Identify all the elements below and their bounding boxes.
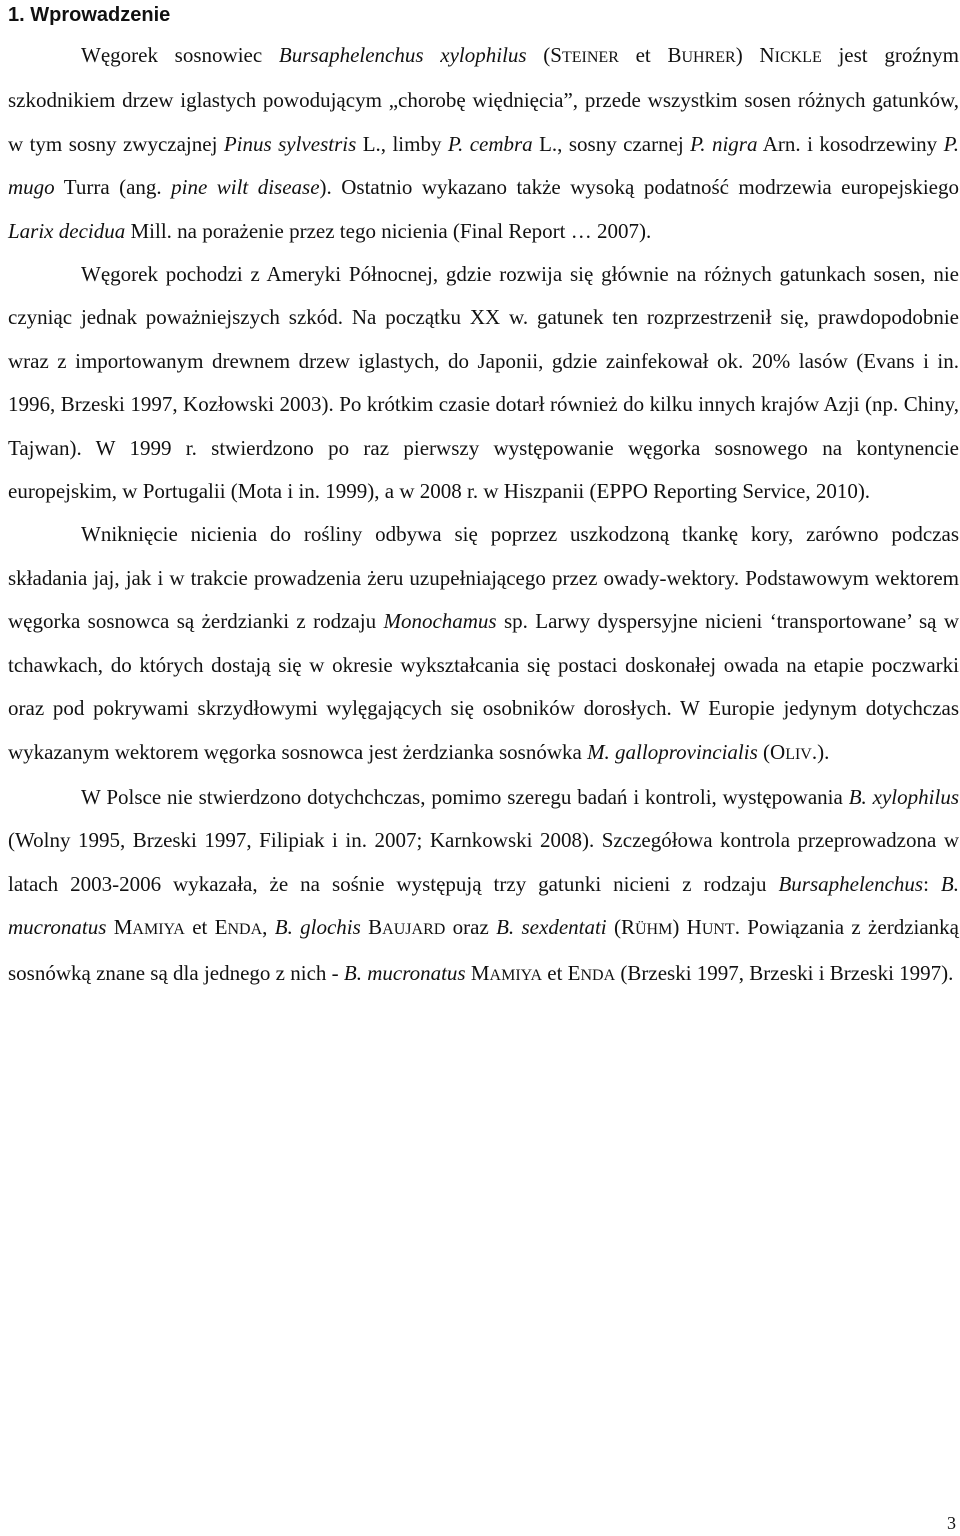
author-small-caps: LIV — [785, 745, 812, 763]
text-run: , — [262, 915, 275, 940]
italic-term: B. mucronatus — [8, 871, 959, 940]
italic-term: P. mugo — [8, 131, 959, 200]
text-run: et E — [542, 960, 581, 985]
author-small-caps: ÜHM — [634, 921, 673, 939]
text-run: . Powiązania z żerdzianką sosnówką znane są dla jednego z nich - — [8, 915, 959, 985]
text-run: M — [106, 915, 133, 940]
author-small-caps: TEINER — [561, 49, 619, 66]
italic-term: B. xylophilus — [848, 784, 959, 809]
text-run: ) H — [672, 915, 702, 940]
text-run: .). — [811, 739, 830, 764]
author-small-caps: AUJARD — [382, 921, 446, 939]
document-body — [8, 0, 959, 997]
text-run: M — [465, 960, 490, 985]
italic-term: B. sexdentati — [496, 915, 607, 940]
text-run: (Brzeski 1997, Brzeski i Brzeski 1997). — [615, 960, 954, 985]
author-small-caps: NDA — [227, 921, 263, 939]
text-run: Turra (ang. — [54, 175, 172, 200]
text-run: Wniknięcie nicienia do rośliny odbywa się poprzez uszkodzoną tkankę kory, zarówno podczas składania jaj, jak i w trakcie prowadzenia żeru uzupełniającego przez owady-wektory. Podstawowym wektorem węgorka sosnowca są żerdzianki z rodzaju — [8, 522, 959, 634]
text-run: (Wolny 1995, Brzeski 1997, Filipiak i in. 2007; Karnkowski 2008). Szczegółowa kontrola przeprowadzona w latach 2003-2006 wykazała, że na sośnie występują trzy gatunki nicieni z rodzaju — [8, 828, 959, 896]
author-small-caps: UNT — [701, 921, 735, 939]
italic-term: P. cembra — [447, 131, 533, 156]
text-run: jest groźnym szkodnikiem drzew iglastych powodującym „chorobę więdnięcia”, przede wszystkim sosen różnych gatunków, w tym sosny zwyczajnej — [8, 43, 959, 156]
text-run: (S — [526, 43, 562, 67]
italic-term: M. galloprovincialis — [587, 739, 758, 764]
text-run: oraz — [445, 915, 497, 940]
text-run: et B — [618, 43, 682, 67]
text-run: ) N — [735, 43, 775, 67]
italic-term: pine wilt disease — [171, 175, 320, 200]
text-run: : — [923, 871, 941, 896]
paragraph-poland-status — [8, 776, 959, 997]
page-number: 3 — [947, 1513, 956, 1533]
paragraph-vectors — [8, 513, 959, 775]
italic-term: B. mucronatus — [343, 960, 466, 985]
author-small-caps: AMIYA — [132, 921, 185, 939]
paragraph-origin-spread — [8, 253, 959, 513]
text-run: ). Ostatnio wykazano także wysoką podatność modrzewia europejskiego — [319, 175, 959, 200]
section-heading: 1. Wprowadzenie — [8, 4, 171, 26]
italic-term: Bursaphelenchus — [778, 871, 924, 896]
text-run: Arn. i kosodrzewiny — [757, 131, 944, 156]
paragraph-introduction — [8, 34, 959, 253]
text-run: Węgorek sosnowiec — [81, 43, 279, 67]
italic-term: B. glochis — [274, 915, 361, 940]
author-small-caps: AMIYA — [489, 966, 542, 984]
italic-term: Monochamus — [383, 609, 497, 634]
italic-term: P. nigra — [690, 131, 758, 156]
text-run: (R — [606, 915, 635, 940]
text-run: B — [360, 915, 383, 940]
italic-term: Pinus sylvestris — [223, 131, 357, 156]
text-run: (O — [757, 739, 786, 764]
text-run: W Polsce nie stwierdzono dotychchczas, pomimo szeregu badań i kontroli, występowania — [81, 784, 849, 809]
text-run: et E — [184, 915, 228, 940]
author-small-caps: ICKLE — [774, 49, 822, 66]
text-run: L., limby — [356, 131, 448, 156]
text-run: L., sosny czarnej — [532, 131, 691, 156]
italic-term: Bursaphelenchus xylophilus — [278, 43, 527, 67]
author-small-caps: UHRER — [681, 49, 736, 66]
text-run: Węgorek pochodzi z Ameryki Północnej, gdzie rozwija się głównie na różnych gatunkach sosen, nie czyniąc jednak poważniejszych szkód. Na początku XX w. gatunek ten rozprzestrzenił się, prawdopodobnie wraz z importowanym drewnem drzew iglastych, do Japonii, gdzie zainfekował ok. 20% lasów (Evans i in. 1996, Brzeski 1997, Kozłowski 2003). Po krótkim czasie dotarł również do kilku innych krajów Azji (np. Chiny, Tajwan). W 1999 r. stwierdzono po raz pierwszy występowanie węgorka sosnowego na kontynencie europejskim, w Portugalii (Mota i in. 1999), a w 2008 r. w Hiszpanii (EPPO Reporting Service, 2010). — [8, 262, 959, 504]
italic-term: Larix decidua — [8, 218, 126, 243]
author-small-caps: NDA — [580, 966, 616, 984]
text-run: Mill. na porażenie przez tego nicienia (Final Report … 2007). — [125, 218, 652, 243]
text-run: sp. Larwy dyspersyjne nicieni ‘transportowane’ są w tchawkach, do których dostają się w okresie wykształcania się postaci doskonałej owada na etapie poczwarki oraz pod pokrywami skrzydłowymi wylęgających się osobników dorosłych. W Europie jedynym dotychczas wykazanym wektorem węgorka sosnowca jest żerdzianka sosnówka — [8, 609, 959, 764]
